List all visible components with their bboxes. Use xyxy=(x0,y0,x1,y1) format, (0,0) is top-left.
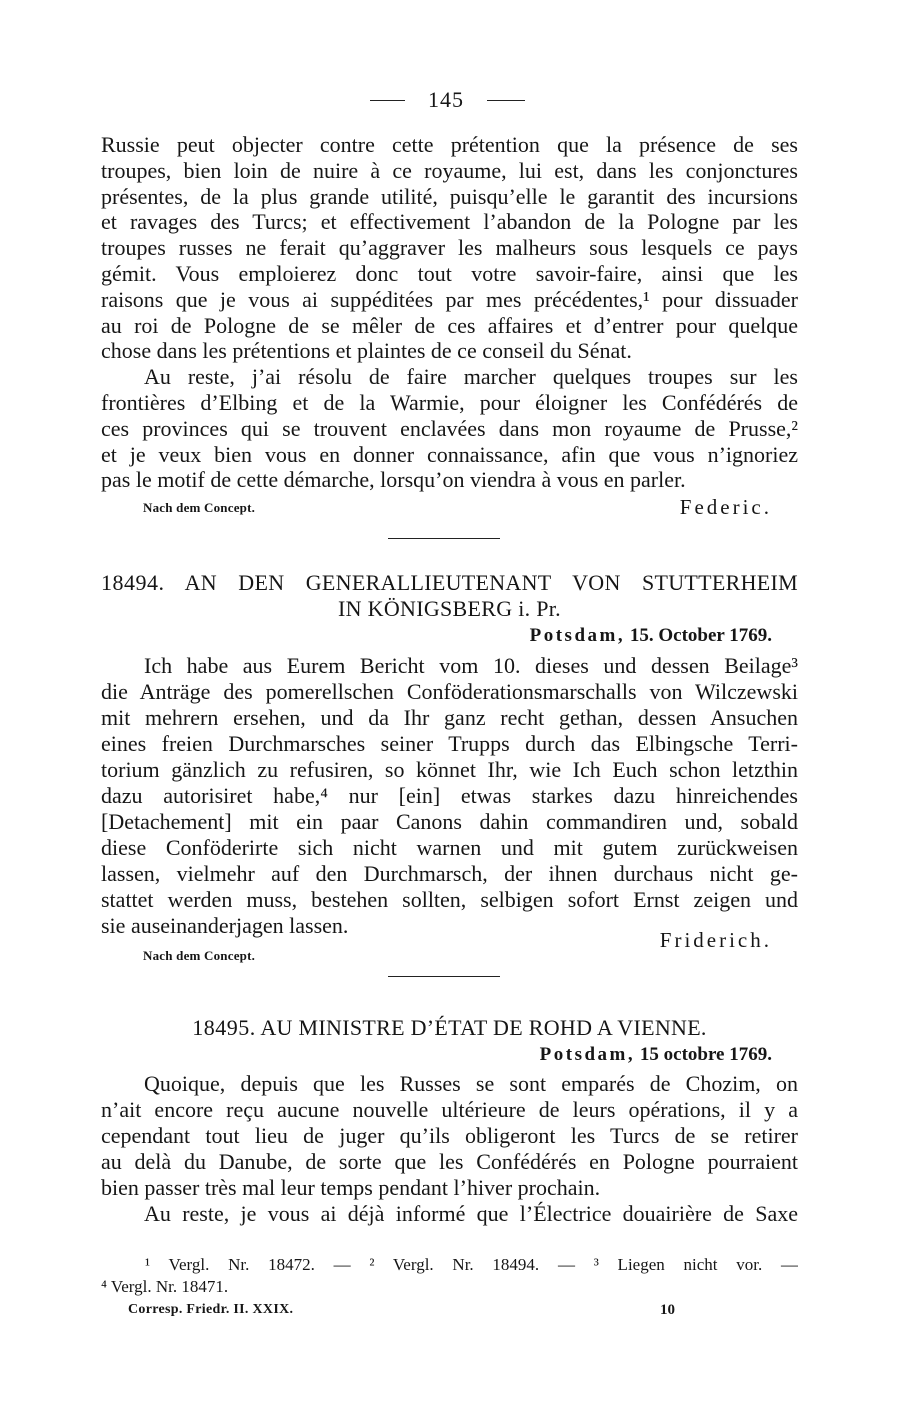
continuation-text xyxy=(101,132,798,493)
text-line: diese Conföderirte sich nicht warnen und mit gutem zurückweisen xyxy=(101,835,798,860)
text-line: Au reste, j’ai résolu de faire marcher quelques troupes sur les xyxy=(144,364,798,390)
text-line: cependant tout lieu de juger qu’ils obligeront les Turcs de se retirer xyxy=(101,1123,798,1148)
sheet-signature-mark: 10 xyxy=(660,1302,675,1318)
text-line: Quoique, depuis que les Russes se sont emparés de Chozim, on xyxy=(144,1071,798,1096)
header-dash-left xyxy=(370,100,405,101)
paragraph xyxy=(101,653,798,939)
text-line: chose dans les prétentions et plaintes de ce conseil du Sénat. xyxy=(101,338,632,364)
text-line: stattet werden muss, bestehen sollten, selbigen sofort Ernst zeigen und xyxy=(101,887,798,912)
text-line: et ravages des Turcs; et effectivement l’abandon de la Pologne par les xyxy=(101,209,798,235)
text-line: troupes russes ne ferait qu’aggraver les malheurs sous lesquels ce pays xyxy=(101,235,798,261)
footnote-line: ¹ Vergl. Nr. 18472. — ² Vergl. Nr. 18494. — ³ Liegen nicht vor. — xyxy=(145,1255,798,1274)
letter-number: 18495. xyxy=(192,1015,256,1040)
letter-heading xyxy=(101,570,798,596)
letter-place: Potsdam, xyxy=(529,625,626,646)
footnote-line: ⁴ Vergl. Nr. 18471. xyxy=(101,1277,229,1296)
text-line: lassen, vielmehr auf den Durchmarsch, der ihnen durchaus nicht ge- xyxy=(101,861,798,886)
text-line: n’ait encore reçu aucune nouvelle ultérieure de leurs opérations, il y a xyxy=(101,1097,798,1122)
letter-date: 15 octobre 1769. xyxy=(639,1044,772,1065)
text-line: bien passer très mal leur temps pendant l’hiver prochain. xyxy=(101,1175,601,1200)
letter-place: Potsdam, xyxy=(539,1044,636,1065)
text-line: gémit. Vous emploierez donc tout votre savoir-faire, ainsi que les xyxy=(101,260,798,286)
text-line: die Anträge des pomerellschen Conföderationsmarschalls von Wilczewski xyxy=(101,679,798,704)
letter-heading xyxy=(101,1015,798,1041)
text-line: torium gänzlich zu refusiren, so könnet Ihr, wie Ich Euch schon letzthin xyxy=(101,757,798,782)
section-divider xyxy=(388,976,500,977)
text-line: sie auseinanderjagen lassen. xyxy=(101,913,349,938)
text-line: [Detachement] mit ein paar Canons dahin commandiren und, sobald xyxy=(101,809,798,834)
paragraph xyxy=(101,364,798,493)
text-line: Au reste, je vous ai déjà informé que l’Électrice douairière de Saxe xyxy=(144,1201,798,1226)
letter-recipient: AN DEN GENERALLIEUTENANT VON STUTTERHEIM xyxy=(184,570,799,595)
text-line: Ich habe aus Eurem Bericht vom 10. dieses und dessen Beilage³ xyxy=(144,653,798,678)
section-divider xyxy=(388,538,500,539)
paragraph xyxy=(101,1071,798,1201)
signature: Federic. xyxy=(679,495,772,519)
text-line: ces provinces qui se trouvent enclavées dans mon royaume de Prusse,² xyxy=(101,415,798,441)
paragraph xyxy=(101,132,798,364)
text-line: dazu autorisiret habe,⁴ nur [ein] etwas starkes dazu hinreichendes xyxy=(101,783,798,808)
letter-dateline xyxy=(101,1042,772,1068)
letter-date: 15. October 1769. xyxy=(629,625,772,646)
letter-body xyxy=(101,653,798,939)
letter-recipient: AU MINISTRE D’ÉTAT DE ROHD A VIENNE. xyxy=(260,1015,707,1040)
text-line: et je veux bien vous en donner connaissance, afin que vous n’ignoriez xyxy=(101,441,798,467)
text-line: frontières d’Elbing et de la Warmie, pour éloigner les Confédérés de xyxy=(101,389,798,415)
footnotes xyxy=(101,1254,798,1298)
text-line: troupes, bien loin de nuire à ce royaume, lui est, dans les conjonctures xyxy=(101,157,798,183)
text-line: présentes, de la plus grande utilité, puisqu’elle le garantit des incursions xyxy=(101,183,798,209)
signature: Friderich. xyxy=(659,928,772,952)
text-line: mit mehrern ersehen, und da Ihr ganz recht gethan, dessen Ansuchen xyxy=(101,705,798,730)
source-note: Nach dem Concept. xyxy=(143,500,256,515)
page-header xyxy=(370,87,525,113)
source-note: Nach dem Concept. xyxy=(143,948,256,963)
text-line: Russie peut objecter contre cette prétention que la présence de ses xyxy=(101,132,798,157)
letter-dateline xyxy=(101,623,772,649)
text-line: au delà du Danube, de sorte que les Confédérés en Pologne pourraient xyxy=(101,1149,798,1174)
text-line: au roi de Pologne de se mêler de ces affaires et d’entrer pour quelque xyxy=(101,312,798,338)
text-line: eines freien Durchmarsches seiner Trupps durch das Elbingsche Terri- xyxy=(101,731,798,756)
text-line: raisons que je vous ai suppéditées par mes précédentes,¹ pour dissuader xyxy=(101,286,798,312)
page-number: 145 xyxy=(428,87,464,112)
letter-heading-location: IN KÖNIGSBERG i. Pr. xyxy=(338,596,561,621)
letter-body xyxy=(101,1071,798,1227)
letter-number: 18494. xyxy=(101,570,165,595)
header-dash-right xyxy=(487,100,525,101)
text-line: pas le motif de cette démarche, lorsqu’on viendra à vous en parler. xyxy=(101,467,686,493)
volume-signature: Corresp. Friedr. II. XXIX. xyxy=(128,1302,294,1317)
paragraph xyxy=(101,1201,798,1227)
